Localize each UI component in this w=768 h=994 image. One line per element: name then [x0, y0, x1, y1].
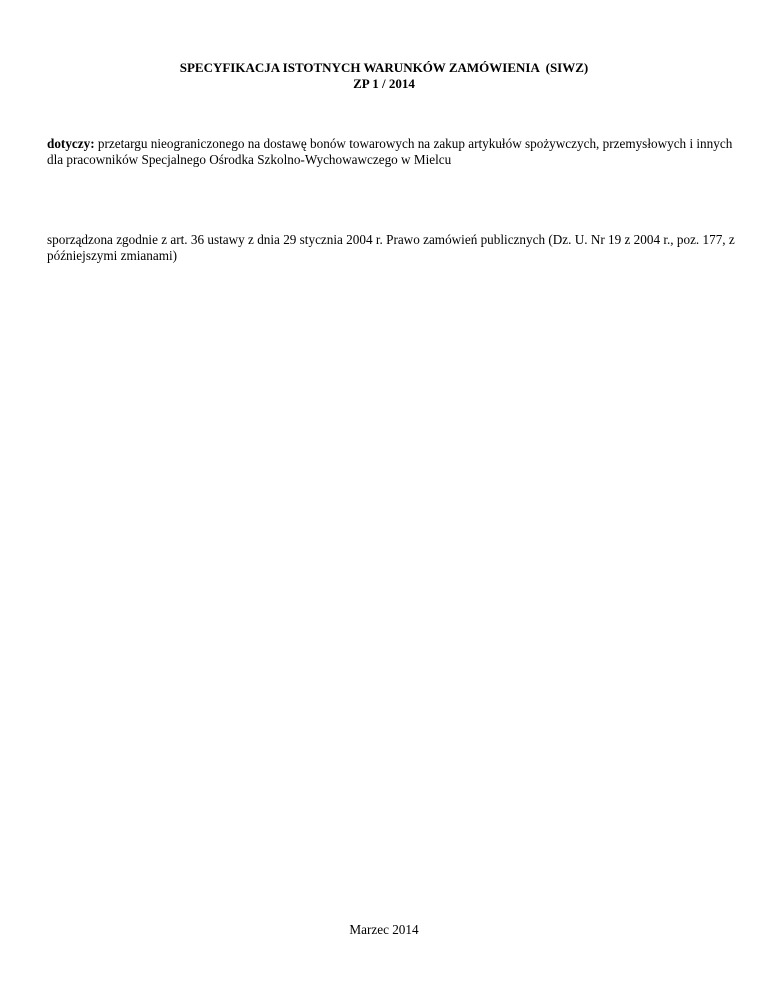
subject-paragraph: [47, 136, 737, 168]
title-main: SPECYFIKACJA ISTOTNYCH WARUNKÓW ZAMÓWIENIA (SIWZ): [179, 60, 589, 75]
subject-label: dotyczy:: [47, 136, 95, 151]
title-reference-number: ZP 1 / 2014: [353, 76, 415, 91]
subject-text: przetargu nieograniczonego na dostawę bonów towarowych na zakup artykułów spożywczych, przemysłowych i innych dla pracowników Specjalnego Ośrodka Szkolno-Wychowawczego w Mielcu: [47, 136, 733, 167]
document-date: Marzec 2014: [349, 922, 419, 937]
document-title: [0, 60, 768, 92]
legal-basis-paragraph: sporządzona zgodnie z art. 36 ustawy z dnia 29 stycznia 2004 r. Prawo zamówień publicznych (Dz. U. Nr 19 z 2004 r., poz. 177, z późniejszymi zmianami): [47, 232, 735, 263]
